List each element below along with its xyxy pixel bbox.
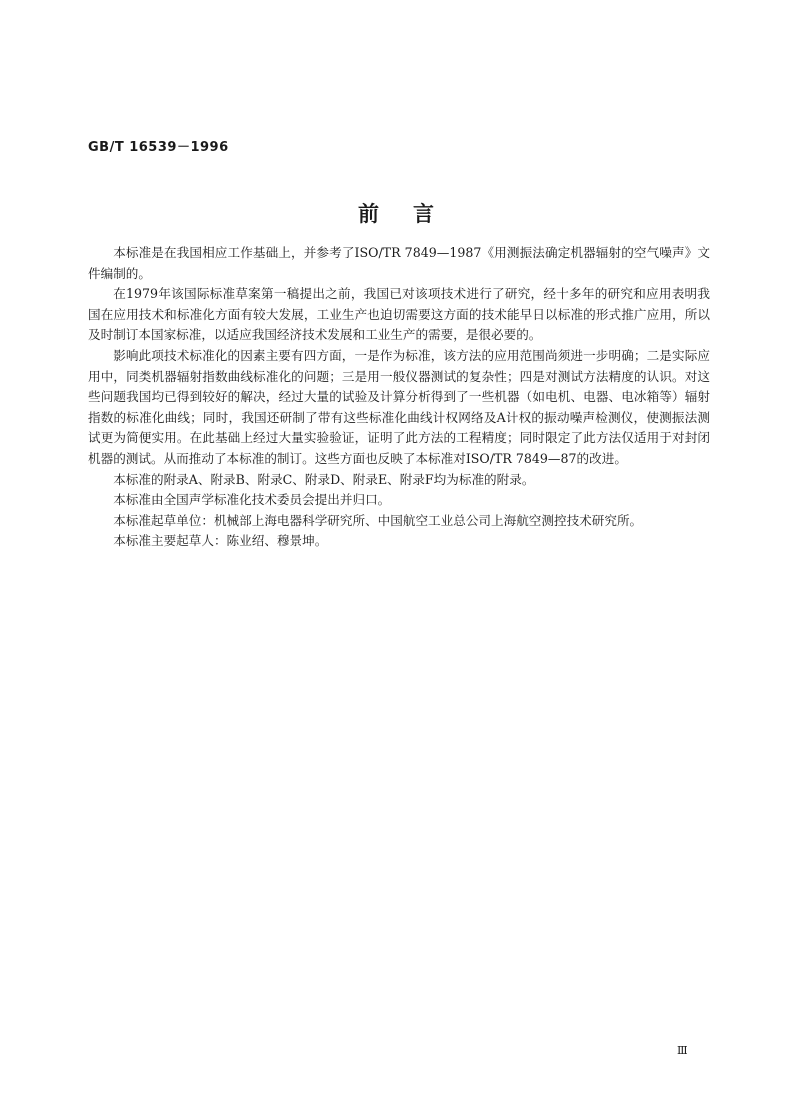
page-title: 前言: [358, 202, 468, 226]
paragraph: 在1979年该国际标准草案第一稿提出之前，我国已对该项技术进行了研究，经十多年的研究和应用表明我国在应用技术和标准化方面有较大发展，工业生产也迫切需要这方面的技术能早日以标准的形式推广应用，所以及时制订本国家标准，以适应我国经济技术发展和工业生产的需要，是很必要的。: [88, 286, 710, 343]
page-number: Ⅲ: [677, 1044, 688, 1057]
paragraph: 本标准由全国声学标准化技术委员会提出并归口。: [113, 492, 391, 508]
paragraph: 影响此项技术标准化的因素主要有四方面，一是作为标准，该方法的应用范围尚须进一步明确；二是实际应用中，同类机器辐射指数曲线标准化的问题；三是用一般仪器测试的复杂性；四是对测试方法精度的认识。对这些问题我国均已得到较好的解决，经过大量的试验及计算分析得到了一些机器（如电机、电器、电冰箱等）辐射指数的标准化曲线；同时，我国还研制了带有这些标准化曲线计权网络及A计权的振动噪声检测仪，使测振法测试更为简便实用。在此基础上经过大量实验验证，证明了此方法的工程精度；同时限定了此方法仅适用于对封闭机器的测试。从而推动了本标准的制订。这些方面也反映了本标准对ISO/TR 7849—87的改进。: [88, 347, 710, 466]
paragraph: 本标准起草单位：机械部上海电器科学研究所、中国航空工业总公司上海航空测控技术研究所。: [113, 512, 643, 528]
foreword-body: [88, 243, 710, 552]
paragraph: 本标准的附录A、附录B、附录C、附录D、附录E、附录F均为标准的附录。: [113, 471, 535, 487]
standard-number: GB/T 16539－1996: [88, 140, 229, 155]
paragraph: 本标准是在我国相应工作基础上，并参考了ISO/TR 7849—1987《用测振法确定机器辐射的空气噪声》文件编制的。: [88, 245, 710, 281]
paragraph: 本标准主要起草人：陈业绍、穆景坤。: [113, 533, 328, 549]
